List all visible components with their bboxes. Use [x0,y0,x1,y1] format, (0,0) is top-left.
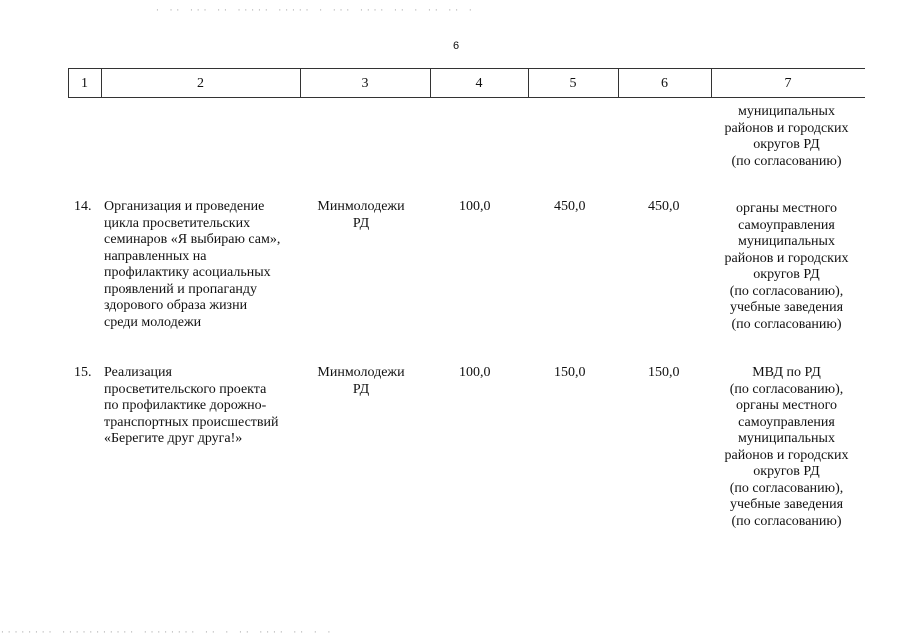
description-line: профилактику асоциальных [104,265,271,280]
partners-line: муниципальных [738,431,835,446]
row-15-value-col4: 100,0 [459,365,491,380]
description-line: цикла просветительских [104,215,251,231]
description-line: Организация и проведение [104,199,265,214]
partners-line: (по согласованию), [729,283,844,299]
table-header-row [68,68,865,98]
row-14-value-col4: 100,0 [459,199,491,214]
row-15-value-col5: 150,0 [554,365,586,380]
row-15-partners [709,365,864,530]
partners-line: органы местного [736,398,837,413]
description-line: «Берегите друг друга!» [104,431,243,446]
scan-artifact-top: · ·· ··· ·· ····· ····· · ··· ···· ·· · ·· ·· · [155,6,475,15]
partners-line: МВД по РД [752,365,821,380]
executor-line: Минмолодежи [317,365,405,380]
row-15-value-col6: 150,0 [648,365,680,380]
partners-line: (по согласованию) [731,316,842,332]
row-14-value-col6: 450,0 [648,199,680,214]
row-14-executor [306,199,416,232]
header-col-2: 2 [197,76,204,91]
description-line: проявлений и пропаганду [104,281,258,297]
header-col-4: 4 [475,76,483,91]
row-14-number: 14. [74,199,92,214]
executor-line: РД [352,381,370,397]
description-line: Реализация [104,365,172,380]
partners-line: учебные заведения [729,300,844,315]
continuation-partners [709,104,864,170]
header-col-1: 1 [81,76,88,91]
partners-line: (по согласованию) [731,513,842,529]
description-line: среди молодежи [104,314,202,330]
partners-line: округов РД [753,267,820,282]
header-col-7: 7 [784,76,792,91]
description-line: просветительского проекта [104,381,267,397]
description-line: по профилактике дорожно- [104,398,267,413]
header-col-5: 5 [569,76,577,91]
description-line: транспортных происшествий [104,414,279,430]
row-14-value-col5: 450,0 [554,199,586,214]
partners-line: муниципальных [738,234,835,249]
row-15-description [104,365,295,448]
row-15-executor [306,365,416,398]
description-line: здорового образа жизни [104,298,248,313]
executor-line: РД [352,215,370,231]
description-line: семинаров «Я выбираю сам», [104,232,281,247]
partners-line: органы местного [736,201,837,216]
partners-line: (по согласованию), [729,480,844,496]
page-number: 6 [453,40,460,52]
partners-line: самоуправления [738,414,835,430]
row-15-number: 15. [74,365,92,380]
header-col-6: 6 [661,76,668,91]
partners-line: (по согласованию) [731,153,842,169]
description-line: направленных на [104,248,207,264]
executor-line: Минмолодежи [317,199,405,214]
partners-line: округов РД [753,464,820,479]
partners-line: округов РД [753,137,820,152]
partners-line: муниципальных [738,104,835,119]
header-col-3: 3 [361,76,369,91]
row-14-description [104,199,295,331]
scan-artifact-bottom: ········ ··········· ········ ·· · ·· ···· ·· · · [0,628,334,637]
partners-line: районов и городских [724,250,849,266]
partners-line: районов и городских [724,447,849,463]
partners-line: учебные заведения [729,497,844,512]
row-14-partners [709,201,864,333]
partners-line: (по согласованию), [729,381,844,397]
partners-line: самоуправления [738,217,835,233]
partners-line: районов и городских [724,120,849,136]
